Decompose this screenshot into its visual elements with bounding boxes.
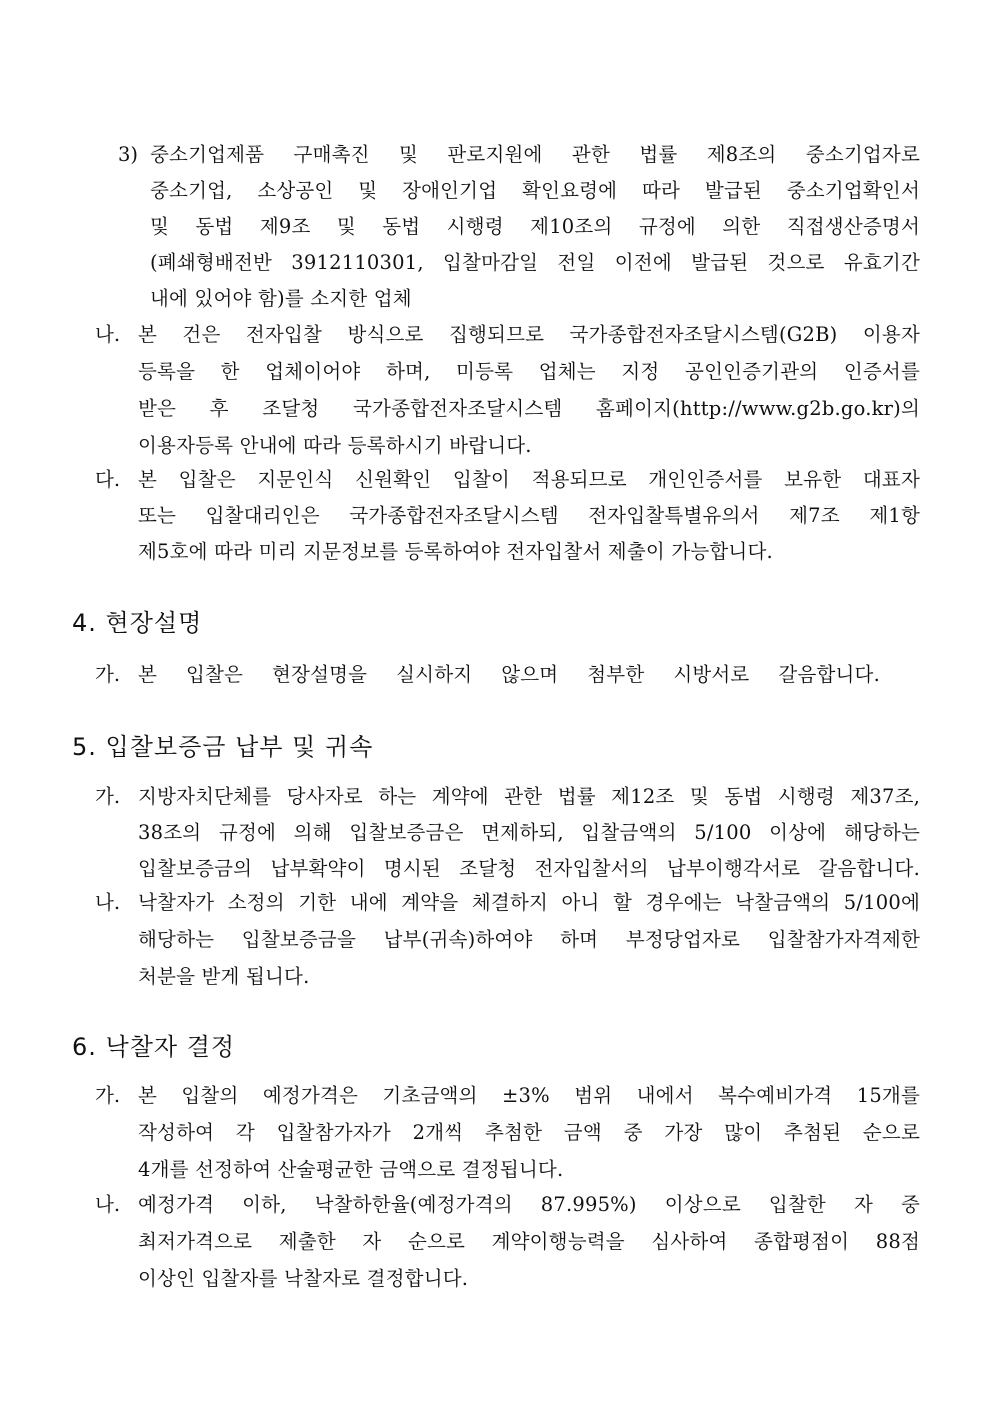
item-line: 이상인 입찰자를 낙찰자로 결정합니다. [138, 1267, 469, 1290]
item-line: 본 입찰의 예정가격은 기초금액의 ±3% 범위 내에서 복수예비가격 15개를 [138, 1084, 920, 1107]
item-line: 등록을 한 업체이어야 하며, 미등록 업체는 지정 공인인증기관의 인증서를 [138, 360, 920, 383]
item-marker: 나. [95, 1193, 121, 1216]
section-heading: 4. 현장설명 [72, 609, 203, 637]
item-marker: 가. [95, 785, 121, 808]
item-line: 및 동법 제9조 및 동법 시행령 제10조의 규정에 의한 직접생산증명서 [150, 215, 920, 238]
item-line: 지방자치단체를 당사자로 하는 계약에 관한 법률 제12조 및 동법 시행령 제37조, [138, 785, 920, 808]
item-marker: 가. [95, 663, 121, 686]
section-heading: 5. 입찰보증금 납부 및 귀속 [72, 733, 374, 761]
item-line: (폐쇄형배전반 3912110301, 입찰마감일 전일 이전에 발급된 것으로 유효기간 [150, 251, 920, 274]
item-line: 예정가격 이하, 낙찰하한율(예정가격의 87.995%) 이상으로 입찰한 자 중 [138, 1193, 920, 1216]
item-line: 4개를 선정하여 산술평균한 금액으로 결정됩니다. [138, 1158, 564, 1181]
item-line: 제5호에 따라 미리 지문정보를 등록하여야 전자입찰서 제출이 가능합니다. [138, 540, 773, 563]
item-marker: 다. [95, 468, 121, 491]
item-marker: 나. [95, 323, 121, 346]
item-line: 내에 있어야 함)를 소지한 업체 [150, 287, 412, 310]
item-line: 이용자등록 안내에 따라 등록하시기 바랍니다. [138, 434, 532, 457]
item-line: 낙찰자가 소정의 기한 내에 계약을 체결하지 아니 할 경우에는 낙찰금액의 5/100에 [138, 891, 920, 914]
item-line: 작성하여 각 입찰참가자가 2개씩 추첨한 금액 중 가장 많이 추첨된 순으로 [138, 1121, 920, 1144]
item-line: 본 건은 전자입찰 방식으로 집행되므로 국가종합전자조달시스템(G2B) 이용자 [138, 323, 920, 346]
section-heading: 6. 낙찰자 결정 [72, 1033, 236, 1061]
item-line: 받은 후 조달청 국가종합전자조달시스템 홈페이지(http://www.g2b.go.kr)의 [138, 397, 920, 420]
item-line: 38조의 규정에 의해 입찰보증금은 면제하되, 입찰금액의 5/100 이상에 해당하는 [138, 821, 920, 844]
item-line: 중소기업제품 구매촉진 및 판로지원에 관한 법률 제8조의 중소기업자로 [150, 143, 920, 166]
item-marker: 나. [95, 891, 121, 914]
item-line: 최저가격으로 제출한 자 순으로 계약이행능력을 심사하여 종합평점이 88점 [138, 1230, 920, 1253]
item-line: 본 입찰은 지문인식 신원확인 입찰이 적용되므로 개인인증서를 보유한 대표자 [138, 468, 920, 491]
item-marker: 3) [118, 143, 139, 166]
item-line: 중소기업, 소상공인 및 장애인기업 확인요령에 따라 발급된 중소기업확인서 [150, 179, 920, 202]
item-line: 해당하는 입찰보증금을 납부(귀속)하여야 하며 부정당업자로 입찰참가자격제한 [138, 928, 920, 951]
item-marker: 가. [95, 1084, 121, 1107]
item-line: 입찰보증금의 납부확약이 명시된 조달청 전자입찰서의 납부이행각서로 갈음합니다. [138, 857, 920, 880]
item-line: 또는 입찰대리인은 국가종합전자조달시스템 전자입찰특별유의서 제7조 제1항 [138, 504, 920, 527]
item-line: 처분을 받게 됩니다. [138, 965, 310, 988]
item-line: 본 입찰은 현장설명을 실시하지 않으며 첨부한 시방서로 갈음합니다. [138, 663, 880, 686]
